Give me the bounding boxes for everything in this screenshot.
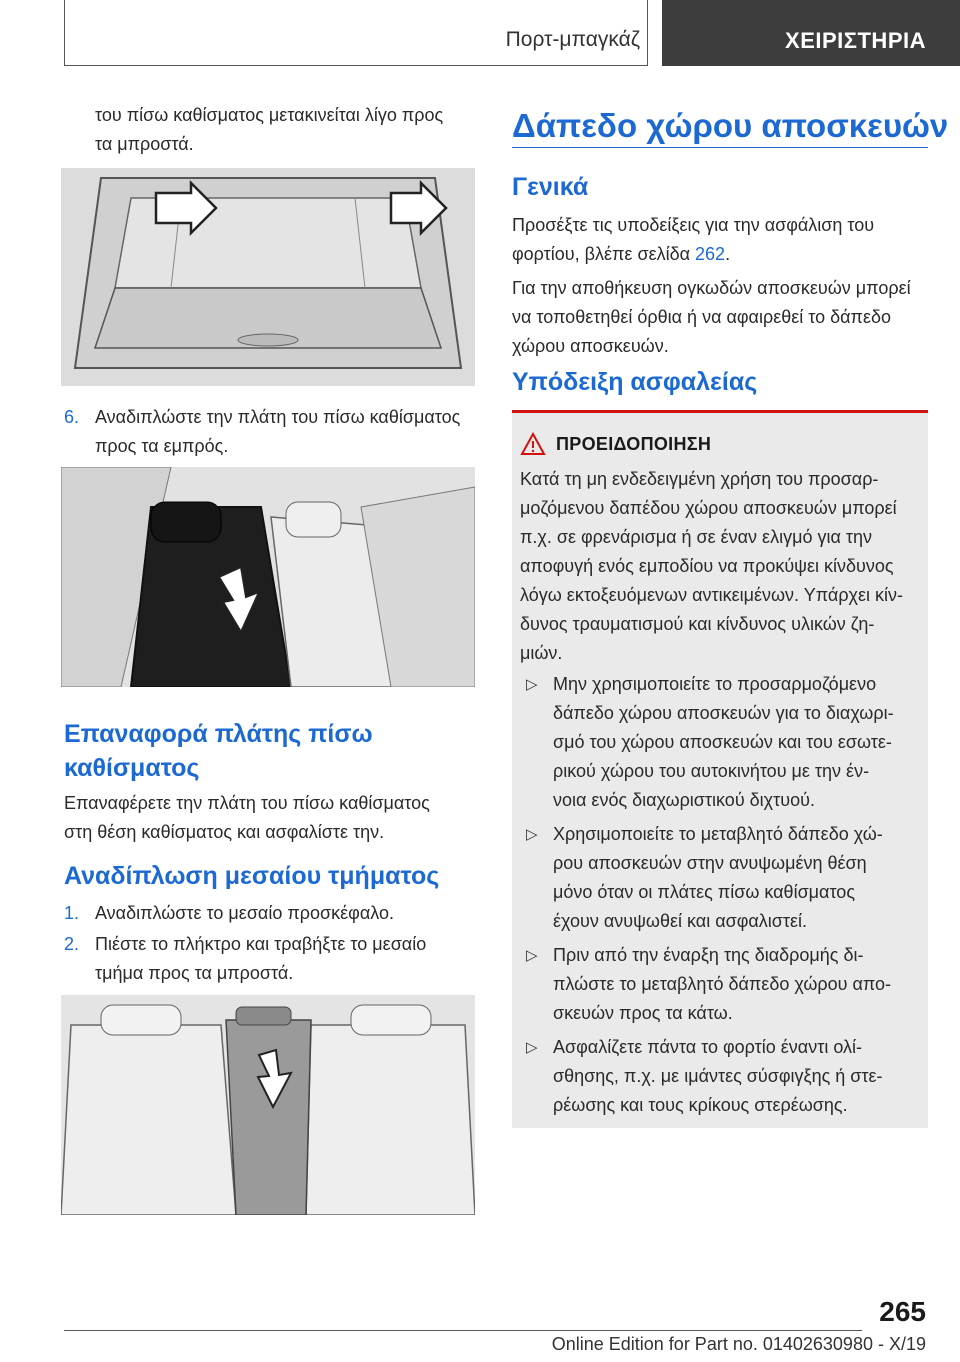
title-rule [512,147,928,148]
warning-title: ΠΡΟΕΙΔΟΠΟΙΗΣΗ [556,434,712,454]
bullet-1-line-4: ρικού χώρου του αυτοκινήτου με την έν- [553,761,870,781]
step-1-text: Αναδιπλώστε το μεσαίο προσκέφαλο. [95,903,394,923]
storage-line-2: να τοποθετηθεί όρθια ή να αφαιρεθεί το δάπεδο [512,307,892,327]
bullet-2-line-3: μόνο όταν οι πλάτες πίσω καθίσματος [553,882,855,902]
intro-line-1: του πίσω καθίσματος μετακινείται λίγο προς [95,105,444,125]
bullet-3-marker: ▷ [526,947,538,964]
bullet-1-line-3: σμό του χώρου αποσκευών και του εσωτε- [553,732,892,752]
step-2-number: 2. [64,934,80,954]
warning-triangle-icon [520,432,546,456]
general-line-2 [512,240,730,269]
header-chapter-tab [662,0,960,66]
bullet-3-line-2: πλώστε το μεταβλητό δάπεδο χώρου απο- [553,974,892,994]
footer-edition: Online Edition for Part no. 01402630980 - X/19 [551,1334,926,1354]
bullet-4-line-1: Ασφαλίζετε πάντα το φορτίο έναντι ολί- [553,1037,862,1057]
general-line-2-text: φορτίου, βλέπε σελίδα [512,244,696,264]
bullet-1-line-1: Μην χρησιμοποιείτε το προσαρμοζόμενο [553,674,877,694]
step-6-number: 6. [64,407,80,427]
reset-heading-line-2: καθίσματος [64,754,200,782]
intro-line-2: τα μπροστά. [95,134,194,154]
header-chapter-label: ΧΕΙΡΙΣΤΗΡΙΑ [785,28,926,53]
safety-heading: Υπόδειξη ασφαλείας [512,368,758,396]
bullet-1-line-5: νοια ενός διαχωριστικού διχτυού. [553,790,815,810]
general-line-2-end: . [725,244,731,264]
storage-line-1: Για την αποθήκευση ογκωδών αποσκευών μπορεί [512,278,911,298]
warning-line-2: μοζόμενου δαπέδου χώρου αποσκευών μπορεί [520,498,897,518]
bullet-1-line-2: δάπεδο χώρου αποσκευών για το διαχωρι- [553,703,894,723]
general-heading: Γενικά [512,173,589,201]
step-2-line-2: τμήμα προς τα μπροστά. [95,963,294,983]
page-title: Δάπεδο χώρου αποσκευών [512,107,949,144]
step-1-number: 1. [64,903,80,923]
warning-line-5: λόγω εκτοξευόμενων αντικειμένων. Υπάρχει κίν- [520,585,904,605]
bullet-3-line-3: σκευών προς τα κάτω. [553,1003,733,1023]
reset-heading-line-1: Επαναφορά πλάτης πίσω [64,720,373,748]
figure-trunk-seatback [61,168,475,386]
figure-rear-seat-fold [61,467,475,687]
warning-line-3: π.χ. σε φρενάρισμα ή σε έναν ελιγμό για την [520,527,872,547]
bullet-4-line-3: ρέωσης και τους κρίκους στερέωσης. [553,1095,848,1115]
general-line-1: Προσέξτε τις υποδείξεις για την ασφάλιση του [512,215,875,235]
reset-text-line-2: στη θέση καθίσματος και ασφαλίστε την. [64,822,385,842]
page-number: 265 [879,1296,926,1327]
bullet-1-marker: ▷ [526,676,538,693]
bullet-3-line-1: Πριν από την έναρξη της διαδρομής δι- [553,945,864,965]
bullet-2-line-4: έχουν ανυψωθεί και ασφαλιστεί. [553,911,808,931]
bullet-2-marker: ▷ [526,826,538,843]
figure-center-section-fold [61,995,475,1215]
storage-line-3: χώρου αποσκευών. [512,336,669,356]
bullet-2-line-1: Χρησιμοποιείτε το μεταβλητό δάπεδο χώ- [553,824,883,844]
fold-center-heading: Αναδίπλωση μεσαίου τμήματος [64,862,440,890]
step-6-line-1: Αναδιπλώστε την πλάτη του πίσω καθίσματος [95,407,461,427]
reset-text-line-1: Επαναφέρετε την πλάτη του πίσω καθίσματος [64,793,430,813]
warning-line-6: δυνος τραυματισμού και κίνδυνος υλικών ζη- [520,614,875,634]
step-6-line-2: προς τα εμπρός. [95,436,229,456]
warning-line-7: μιών. [520,643,563,663]
footer-rule [64,1330,862,1331]
header-section-title: Πορτ-μπαγκάζ [505,28,640,51]
page-reference-link[interactable]: 262 [695,244,726,264]
bullet-4-marker: ▷ [526,1039,538,1056]
bullet-4-line-2: σθησης, π.χ. με ιμάντες σύσφιγξης ή στε- [553,1066,883,1086]
bullet-2-line-2: ρου αποσκευών στην ανυψωμένη θέση [553,853,867,873]
warning-line-1: Κατά τη μη ενδεδειγμένη χρήση του προσαρ- [520,469,879,489]
step-2-line-1: Πιέστε το πλήκτρο και τραβήξτε το μεσαίο [95,934,427,954]
warning-line-4: αποφυγή ενός εμποδίου να προκύψει κίνδυνος [520,556,894,576]
